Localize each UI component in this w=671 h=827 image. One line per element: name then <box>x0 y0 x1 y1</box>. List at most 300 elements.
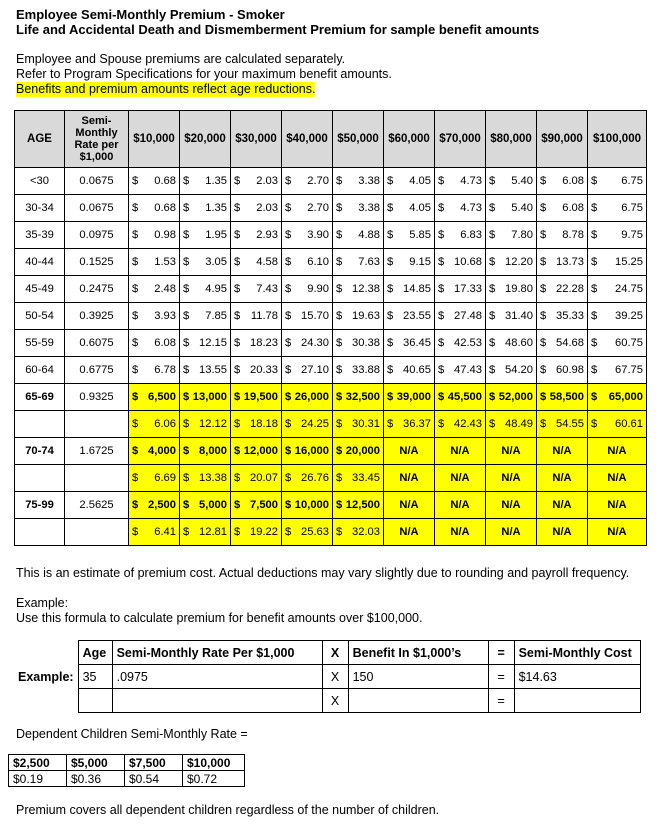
dollar-sign: $ <box>540 364 547 376</box>
dollar-sign: $ <box>336 391 343 403</box>
table-row <box>15 249 647 276</box>
premium-cell <box>537 411 588 438</box>
premium-cell <box>588 222 647 249</box>
dollar-sign: $ <box>438 175 445 187</box>
amount-value: 8.78 <box>562 229 584 241</box>
amount-value: 33.45 <box>352 472 380 484</box>
premium-cell <box>180 330 231 357</box>
dollar-sign: $ <box>132 256 139 268</box>
premium-cell <box>180 276 231 303</box>
amount-value: 6.75 <box>621 202 643 214</box>
dollar-sign: $ <box>234 391 241 403</box>
premium-cell <box>486 357 537 384</box>
dollar-sign: $ <box>489 364 496 376</box>
dollar-sign: $ <box>591 391 598 403</box>
amount-value: 54.68 <box>556 337 584 349</box>
benefit-column-header: $60,000 <box>384 111 435 168</box>
amount-value: 4.05 <box>409 175 431 187</box>
amount-value: 6.69 <box>154 472 176 484</box>
dollar-sign: $ <box>285 472 292 484</box>
premium-cell <box>282 330 333 357</box>
dependent-benefit-cell: $5,000 <box>67 755 125 771</box>
benefit-column-header: $40,000 <box>282 111 333 168</box>
dollar-sign: $ <box>540 256 547 268</box>
premium-cell <box>180 168 231 195</box>
estimate-note: This is an estimate of premium cost. Actual deductions may vary slightly due to rounding and payroll frequency. <box>16 566 630 580</box>
amount-value: 10.68 <box>454 256 482 268</box>
dependent-rate-label: Dependent Children Semi-Monthly Rate = <box>16 727 248 741</box>
dollar-sign: $ <box>591 202 598 214</box>
table-row <box>15 357 647 384</box>
premium-cell <box>537 303 588 330</box>
amount-value: 6.08 <box>154 337 176 349</box>
dollar-sign: $ <box>183 526 190 538</box>
rate-cell: 0.6075 <box>65 330 129 357</box>
dollar-sign: $ <box>489 202 496 214</box>
amount-value: 3.38 <box>358 175 380 187</box>
premium-cell <box>282 492 333 519</box>
premium-cell <box>435 276 486 303</box>
amount-value: 36.45 <box>403 337 431 349</box>
table-row <box>15 276 647 303</box>
amount-value: 0.98 <box>154 229 176 241</box>
benefit-column-header: $50,000 <box>333 111 384 168</box>
premium-cell <box>129 303 180 330</box>
dollar-sign: $ <box>234 472 241 484</box>
dollar-sign: $ <box>387 256 394 268</box>
amount-value: 54.55 <box>556 418 584 430</box>
table-row <box>15 330 647 357</box>
amount-value: 32,500 <box>345 391 380 403</box>
amount-value: 0.68 <box>154 175 176 187</box>
dollar-sign: $ <box>285 499 292 511</box>
amount-value: 24.25 <box>301 418 329 430</box>
dollar-sign: $ <box>183 283 190 295</box>
example-multiply-cell: X <box>322 665 348 689</box>
dollar-sign: $ <box>285 364 292 376</box>
premium-cell <box>231 519 282 546</box>
dollar-sign: $ <box>132 175 139 187</box>
premium-cell <box>486 303 537 330</box>
blank-cell <box>65 411 129 438</box>
amount-value: 7.63 <box>358 256 380 268</box>
dollar-sign: $ <box>234 175 241 187</box>
premium-cell <box>333 465 384 492</box>
premium-table <box>14 110 647 546</box>
amount-value: 26.76 <box>301 472 329 484</box>
dollar-sign: $ <box>132 229 139 241</box>
amount-value: 4.73 <box>460 202 482 214</box>
amount-value: 40.65 <box>403 364 431 376</box>
dollar-sign: $ <box>183 202 190 214</box>
premium-cell <box>384 222 435 249</box>
premium-cell <box>435 222 486 249</box>
blank-multiply-cell: X <box>322 689 348 713</box>
amount-value: 42.43 <box>454 418 482 430</box>
dollar-sign: $ <box>387 418 394 430</box>
table-row <box>15 222 647 249</box>
premium-cell <box>129 357 180 384</box>
amount-value: 47.43 <box>454 364 482 376</box>
dependent-rate-cell: $0.19 <box>9 771 67 787</box>
premium-cell <box>588 249 647 276</box>
premium-cell <box>333 411 384 438</box>
dollar-sign: $ <box>336 337 343 349</box>
dollar-sign: $ <box>438 283 445 295</box>
dollar-sign: $ <box>489 337 496 349</box>
reduced-benefit-row <box>15 438 647 465</box>
dollar-sign: $ <box>438 310 445 322</box>
dollar-sign: $ <box>234 310 241 322</box>
dollar-sign: $ <box>489 310 496 322</box>
dollar-sign: $ <box>540 229 547 241</box>
dollar-sign: $ <box>183 364 190 376</box>
premium-cell <box>180 384 231 411</box>
amount-value: 2,500 <box>148 499 176 511</box>
amount-value: 6.75 <box>621 175 643 187</box>
premium-cell <box>384 384 435 411</box>
amount-value: 6.08 <box>562 175 584 187</box>
premium-cell <box>486 276 537 303</box>
example-equals-cell: = <box>488 665 514 689</box>
amount-value: 65,000 <box>608 391 643 403</box>
premium-cell <box>129 249 180 276</box>
not-available-cell: N/A <box>486 519 537 546</box>
not-available-cell: N/A <box>588 519 647 546</box>
premium-cell <box>231 492 282 519</box>
dollar-sign: $ <box>336 418 343 430</box>
premium-cell <box>588 195 647 222</box>
premium-cell <box>180 222 231 249</box>
table-row <box>15 195 647 222</box>
dollar-sign: $ <box>132 310 139 322</box>
premium-cell <box>486 330 537 357</box>
dollar-sign: $ <box>234 283 241 295</box>
dollar-sign: $ <box>591 310 598 322</box>
amount-value: 2.70 <box>307 202 329 214</box>
dollar-sign: $ <box>540 283 547 295</box>
premium-cell <box>333 357 384 384</box>
amount-value: 32.03 <box>352 526 380 538</box>
blank-cell <box>65 519 129 546</box>
premium-cell <box>333 384 384 411</box>
amount-value: 7.85 <box>205 310 227 322</box>
example-benefit-cell: 150 <box>348 665 488 689</box>
premium-cell <box>282 411 333 438</box>
premium-cell <box>231 168 282 195</box>
page-title: Employee Semi-Monthly Premium - Smoker <box>16 7 285 22</box>
premium-cell <box>282 195 333 222</box>
rate-cell: 0.3925 <box>65 303 129 330</box>
amount-value: 39.25 <box>615 310 643 322</box>
amount-value: 20,000 <box>345 445 380 457</box>
amount-value: 12.20 <box>505 256 533 268</box>
dollar-sign: $ <box>234 256 241 268</box>
premium-cell <box>588 384 647 411</box>
dollar-sign: $ <box>183 445 190 457</box>
dollar-sign: $ <box>132 499 139 511</box>
amount-value: 2.70 <box>307 175 329 187</box>
dollar-sign: $ <box>285 310 292 322</box>
amount-value: 1.95 <box>205 229 227 241</box>
amount-value: 27.10 <box>301 364 329 376</box>
table-row <box>15 303 647 330</box>
amount-value: 24.30 <box>301 337 329 349</box>
dollar-sign: $ <box>234 445 241 457</box>
premium-cell <box>384 195 435 222</box>
dollar-sign: $ <box>336 310 343 322</box>
dollar-sign: $ <box>285 337 292 349</box>
premium-cell <box>129 492 180 519</box>
amount-value: 17.33 <box>454 283 482 295</box>
age-band-cell: 50-54 <box>15 303 65 330</box>
dollar-sign: $ <box>336 256 343 268</box>
not-available-cell: N/A <box>588 438 647 465</box>
premium-cell <box>384 303 435 330</box>
premium-cell <box>333 519 384 546</box>
premium-cell <box>537 384 588 411</box>
amount-value: 18.18 <box>250 418 278 430</box>
dollar-sign: $ <box>336 499 343 511</box>
dollar-sign: $ <box>336 526 343 538</box>
rate-cell: 0.0675 <box>65 195 129 222</box>
dollar-sign: $ <box>591 337 598 349</box>
premium-cell <box>129 195 180 222</box>
dollar-sign: $ <box>183 229 190 241</box>
amount-value: 13.38 <box>199 472 227 484</box>
dollar-sign: $ <box>183 418 190 430</box>
not-available-cell: N/A <box>486 465 537 492</box>
premium-cell <box>333 222 384 249</box>
premium-cell <box>180 519 231 546</box>
premium-cell <box>129 168 180 195</box>
premium-cell <box>231 249 282 276</box>
premium-cell <box>537 168 588 195</box>
premium-cell <box>333 330 384 357</box>
amount-value: 3.93 <box>154 310 176 322</box>
premium-cell <box>588 411 647 438</box>
amount-value: 18.23 <box>250 337 278 349</box>
age-column-header: AGE <box>15 111 65 168</box>
benefit-column-header: $10,000 <box>129 111 180 168</box>
benefit-column-header: $100,000 <box>588 111 647 168</box>
premium-cell <box>180 411 231 438</box>
premium-cell <box>180 357 231 384</box>
dollar-sign: $ <box>234 499 241 511</box>
dollar-sign: $ <box>489 256 496 268</box>
premium-cell <box>129 330 180 357</box>
example-header-age: Age <box>78 641 112 665</box>
example-header-rate: Semi-Monthly Rate Per $1,000 <box>112 641 322 665</box>
dollar-sign: $ <box>132 526 139 538</box>
not-available-cell: N/A <box>384 438 435 465</box>
amount-value: 39,000 <box>396 391 431 403</box>
dollar-sign: $ <box>183 499 190 511</box>
amount-value: 11.78 <box>250 310 278 322</box>
blank-cell <box>15 411 65 438</box>
premium-cell <box>384 330 435 357</box>
dollar-sign: $ <box>387 337 394 349</box>
example-header-cost: Semi-Monthly Cost <box>514 641 640 665</box>
blank-equals-cell: = <box>488 689 514 713</box>
premium-cell <box>129 519 180 546</box>
dollar-sign: $ <box>234 337 241 349</box>
amount-value: 24.75 <box>615 283 643 295</box>
blank-cost-cell <box>514 689 640 713</box>
not-available-cell: N/A <box>588 465 647 492</box>
dependent-benefit-cell: $2,500 <box>9 755 67 771</box>
dollar-sign: $ <box>591 175 598 187</box>
premium-cell <box>537 357 588 384</box>
rate-cell: 0.2475 <box>65 276 129 303</box>
amount-value: 6.08 <box>562 202 584 214</box>
premium-cell <box>180 492 231 519</box>
reduced-premium-row <box>15 519 647 546</box>
dollar-sign: $ <box>132 283 139 295</box>
dollar-sign: $ <box>234 418 241 430</box>
premium-cell <box>282 249 333 276</box>
amount-value: 60.61 <box>615 418 643 430</box>
example-header-benefit: Benefit In $1,000’s <box>348 641 488 665</box>
dollar-sign: $ <box>489 391 496 403</box>
premium-cell <box>180 195 231 222</box>
amount-value: 16,000 <box>294 445 329 457</box>
premium-cell <box>231 357 282 384</box>
dollar-sign: $ <box>387 202 394 214</box>
premium-cell <box>588 168 647 195</box>
premium-cell <box>282 384 333 411</box>
amount-value: 4,000 <box>148 445 176 457</box>
reduced-premium-row <box>15 465 647 492</box>
dollar-sign: $ <box>540 175 547 187</box>
reduced-benefit-row <box>15 492 647 519</box>
dollar-sign: $ <box>183 175 190 187</box>
premium-cell <box>588 330 647 357</box>
benefit-column-header: $20,000 <box>180 111 231 168</box>
premium-cell <box>282 222 333 249</box>
amount-value: 30.38 <box>352 337 380 349</box>
premium-cell <box>435 411 486 438</box>
benefit-column-header: $90,000 <box>537 111 588 168</box>
dollar-sign: $ <box>438 256 445 268</box>
amount-value: 25.63 <box>301 526 329 538</box>
premium-cell <box>129 222 180 249</box>
amount-value: 54.20 <box>505 364 533 376</box>
dollar-sign: $ <box>132 337 139 349</box>
premium-cell <box>333 438 384 465</box>
age-band-cell: 70-74 <box>15 438 65 465</box>
amount-value: 58,500 <box>549 391 584 403</box>
premium-cell <box>282 465 333 492</box>
dollar-sign: $ <box>489 418 496 430</box>
dollar-sign: $ <box>591 364 598 376</box>
premium-cell <box>231 384 282 411</box>
premium-cell <box>588 303 647 330</box>
dependent-footer-note: Premium covers all dependent children regardless of the number of children. <box>16 803 440 817</box>
amount-value: 7,500 <box>250 499 278 511</box>
amount-value: 33.88 <box>352 364 380 376</box>
benefit-column-header: $80,000 <box>486 111 537 168</box>
not-available-cell: N/A <box>384 492 435 519</box>
premium-cell <box>129 438 180 465</box>
amount-value: 7.43 <box>256 283 278 295</box>
premium-cell <box>486 411 537 438</box>
age-band-cell: 35-39 <box>15 222 65 249</box>
amount-value: 7.80 <box>511 229 533 241</box>
amount-value: 8,000 <box>199 445 227 457</box>
dollar-sign: $ <box>336 283 343 295</box>
benefit-column-header: $30,000 <box>231 111 282 168</box>
amount-value: 35.33 <box>556 310 584 322</box>
premium-cell <box>129 411 180 438</box>
example-row-label: Example: <box>18 669 74 684</box>
dollar-sign: $ <box>540 202 547 214</box>
example-table <box>14 640 641 713</box>
dollar-sign: $ <box>387 364 394 376</box>
not-available-cell: N/A <box>486 492 537 519</box>
rate-cell: 0.6775 <box>65 357 129 384</box>
amount-value: 19.22 <box>250 526 278 538</box>
amount-value: 1.53 <box>154 256 176 268</box>
dollar-sign: $ <box>234 202 241 214</box>
amount-value: 13,000 <box>192 391 227 403</box>
premium-cell <box>486 168 537 195</box>
premium-cell <box>384 411 435 438</box>
dollar-sign: $ <box>285 283 292 295</box>
example-header-equals: = <box>488 641 514 665</box>
age-band-cell: 30-34 <box>15 195 65 222</box>
dollar-sign: $ <box>285 526 292 538</box>
amount-value: 3.05 <box>205 256 227 268</box>
rate-column-header: Semi-Monthly Rate per $1,000 <box>65 111 129 168</box>
not-available-cell: N/A <box>435 438 486 465</box>
amount-value: 10,000 <box>294 499 329 511</box>
amount-value: 42.53 <box>454 337 482 349</box>
age-band-cell: 75-99 <box>15 492 65 519</box>
not-available-cell: N/A <box>537 438 588 465</box>
example-age-cell: 35 <box>78 665 112 689</box>
dollar-sign: $ <box>489 229 496 241</box>
dollar-sign: $ <box>438 391 445 403</box>
premium-cell <box>333 276 384 303</box>
age-band-cell: 40-44 <box>15 249 65 276</box>
age-band-cell: 65-69 <box>15 384 65 411</box>
premium-cell <box>333 303 384 330</box>
amount-value: 30.31 <box>352 418 380 430</box>
dollar-sign: $ <box>336 364 343 376</box>
amount-value: 15.25 <box>615 256 643 268</box>
premium-cell <box>435 303 486 330</box>
note-age-reductions: Benefits and premium amounts reflect age reductions. <box>16 82 316 96</box>
premium-cell <box>486 384 537 411</box>
not-available-cell: N/A <box>435 465 486 492</box>
dollar-sign: $ <box>438 418 445 430</box>
premium-cell <box>282 519 333 546</box>
dollar-sign: $ <box>438 229 445 241</box>
amount-value: 5.40 <box>511 202 533 214</box>
dependent-rate-cell: $0.54 <box>125 771 183 787</box>
premium-cell <box>588 276 647 303</box>
example-header-multiply: X <box>322 641 348 665</box>
not-available-cell: N/A <box>486 438 537 465</box>
table-row <box>15 168 647 195</box>
premium-cell <box>231 330 282 357</box>
dollar-sign: $ <box>336 472 343 484</box>
rate-cell: 0.0675 <box>65 168 129 195</box>
dollar-sign: $ <box>489 283 496 295</box>
amount-value: 4.73 <box>460 175 482 187</box>
amount-value: 1.35 <box>205 175 227 187</box>
